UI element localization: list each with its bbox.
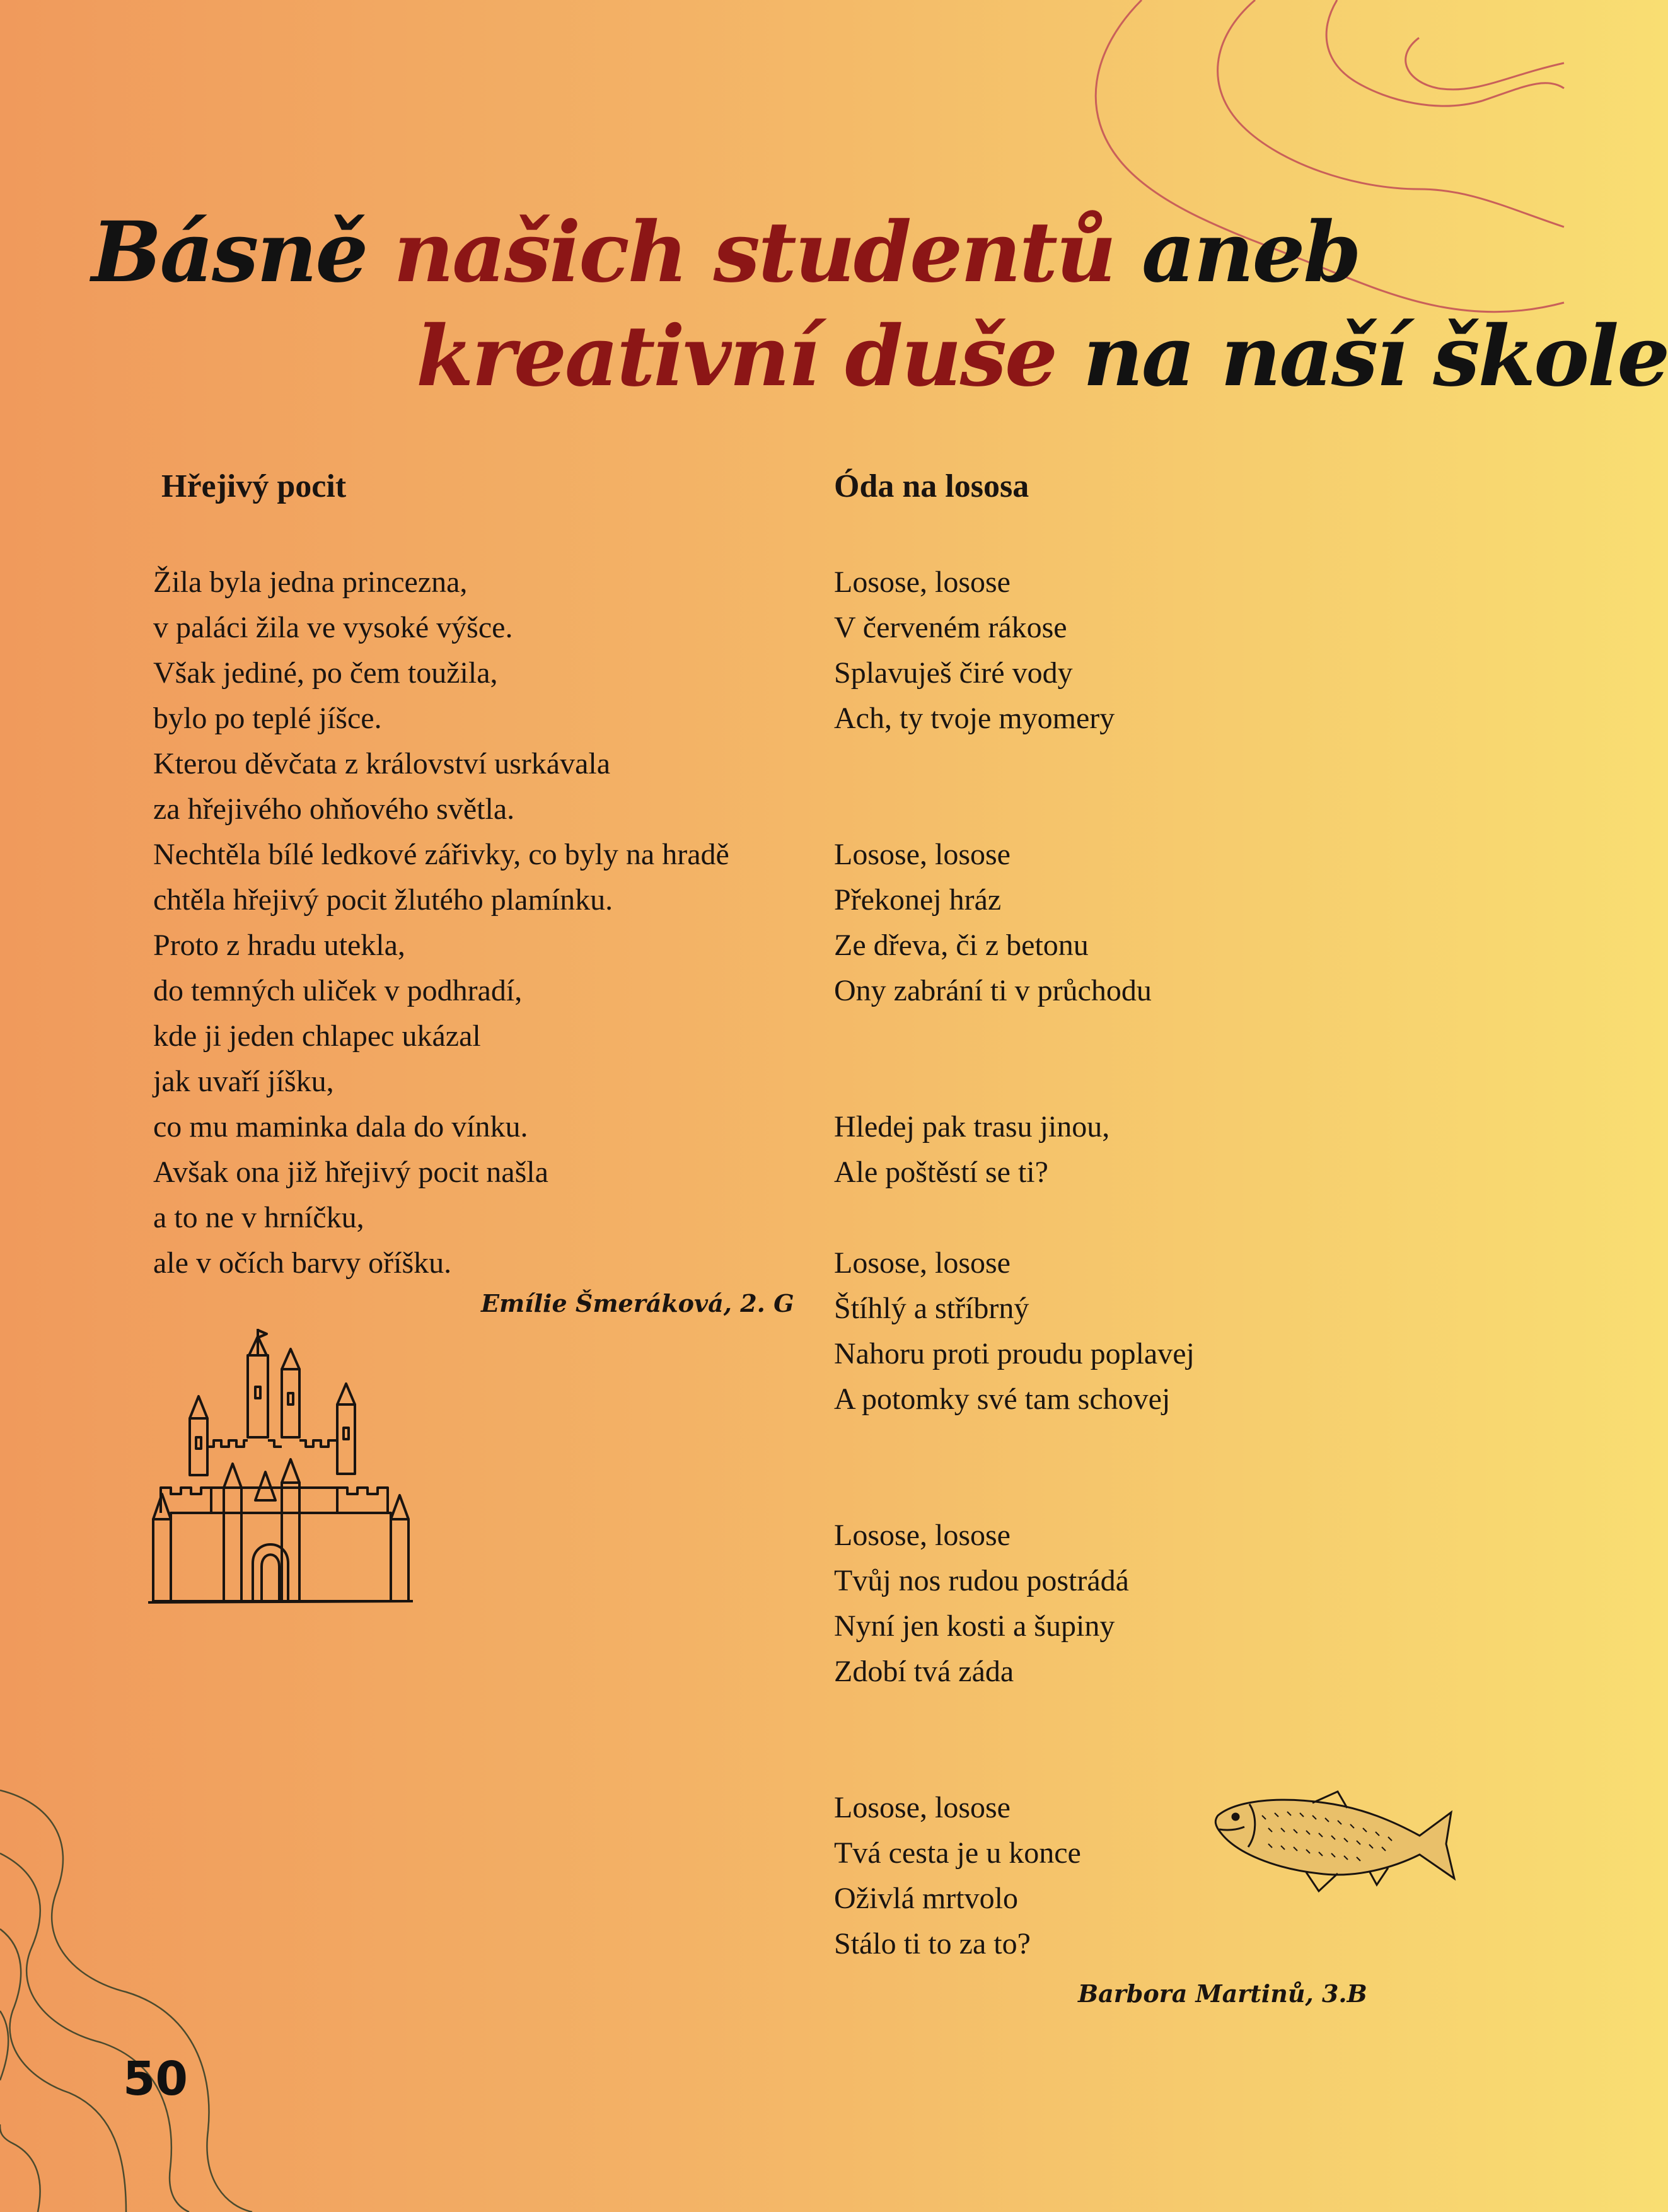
poem1-line: co mu maminka dala do vínku. — [153, 1110, 528, 1144]
poem2-line: Zdobí tvá záda — [834, 1655, 1014, 1688]
poem2-line: Nahoru proti proudu poplavej — [834, 1337, 1195, 1370]
poem2-line: Losose, losose — [834, 838, 1011, 871]
poem1-author: Emílie Šmeráková, 2. G — [481, 1289, 794, 1317]
castle-icon — [148, 1324, 413, 1614]
stanza-gap — [834, 1195, 1195, 1241]
title-part-highlight: kreativní duše — [416, 308, 1056, 405]
poem2-line: Ach, ty tvoje myomery — [834, 702, 1115, 735]
poem1-body — [153, 560, 729, 1286]
poem1-line: ale v očích barvy oříšku. — [153, 1246, 452, 1280]
poem2-line: Tvůj nos rudou postrádá — [834, 1564, 1129, 1597]
title-part: na naší škole — [1055, 308, 1668, 405]
poem1-line: v paláci žila ve vysoké výšce. — [153, 611, 513, 644]
stanza-gap — [834, 1014, 1195, 1104]
page-number: 50 — [123, 2052, 188, 2106]
poem1-line: chtěla hřejivý pocit žlutého plamínku. — [153, 883, 613, 917]
stanza-gap — [834, 1694, 1195, 1785]
poem2-line: A potomky své tam schovej — [834, 1382, 1171, 1416]
title-part: aneb — [1115, 204, 1360, 301]
poem1-line: Kterou děvčata z království usrkávala — [153, 747, 611, 780]
poem2-line: V červeném rákose — [834, 611, 1067, 644]
salmon-icon — [1212, 1784, 1457, 1910]
poem2-line: Hledej pak trasu jinou, — [834, 1110, 1110, 1144]
poem1-title: Hřejivý pocit — [161, 468, 347, 504]
poem2-title: Óda na lososa — [834, 468, 1029, 504]
page-title-line-2 — [416, 308, 1668, 405]
title-part: Básně — [91, 204, 394, 301]
poem2-line: Ony zabrání ti v průchodu — [834, 974, 1152, 1007]
poem1-line: Proto z hradu utekla, — [153, 929, 405, 962]
poem2-line: Překonej hráz — [834, 883, 1002, 917]
poem1-line: Žila byla jedna princezna, — [153, 565, 468, 599]
title-part-highlight: našich studentů — [393, 204, 1115, 301]
poem1-line: Nechtěla bílé ledkové zářivky, co byly na hradě — [153, 838, 729, 871]
poem2-line: Losose, losose — [834, 1246, 1011, 1280]
poem2-line: Losose, losose — [834, 1519, 1011, 1552]
poem2-line: Nyní jen kosti a šupiny — [834, 1609, 1115, 1643]
poem2-line: Štíhlý a stříbrný — [834, 1292, 1029, 1325]
stanza-gap — [834, 1422, 1195, 1513]
poem1-line: do temných uliček v podhradí, — [153, 974, 523, 1007]
stanza-gap — [834, 741, 1195, 832]
poem2-line: Oživlá mrtvolo — [834, 1882, 1018, 1915]
wave-decoration-bottom-left — [0, 1576, 403, 2212]
poem2-line: Ze dřeva, či z betonu — [834, 929, 1089, 962]
poem2-line: Losose, losose — [834, 1791, 1011, 1824]
poem1-line: za hřejivého ohňového světla. — [153, 792, 515, 826]
poem1-line: kde ji jeden chlapec ukázal — [153, 1019, 481, 1053]
poem2-line: Ale poštěstí se ti? — [834, 1155, 1048, 1189]
page-title-line-1 — [91, 204, 1360, 301]
poem1-line: jak uvaří jíšku, — [153, 1065, 334, 1098]
poem1-line: bylo po teplé jíšce. — [153, 702, 382, 735]
poem2-line: Losose, losose — [834, 565, 1011, 599]
poem1-line: Však jediné, po čem toužila, — [153, 656, 498, 690]
poem2-line: Tvá cesta je u konce — [834, 1836, 1081, 1870]
poem2-line: Splavuješ čiré vody — [834, 656, 1073, 690]
poem1-line: Avšak ona již hřejivý pocit našla — [153, 1155, 548, 1189]
poem1-line: a to ne v hrníčku, — [153, 1201, 364, 1234]
poem2-author: Barbora Martinů, 3.B — [1078, 1979, 1367, 2008]
poem2-line: Stálo ti to za to? — [834, 1927, 1031, 1960]
poem2-body — [834, 560, 1195, 1967]
